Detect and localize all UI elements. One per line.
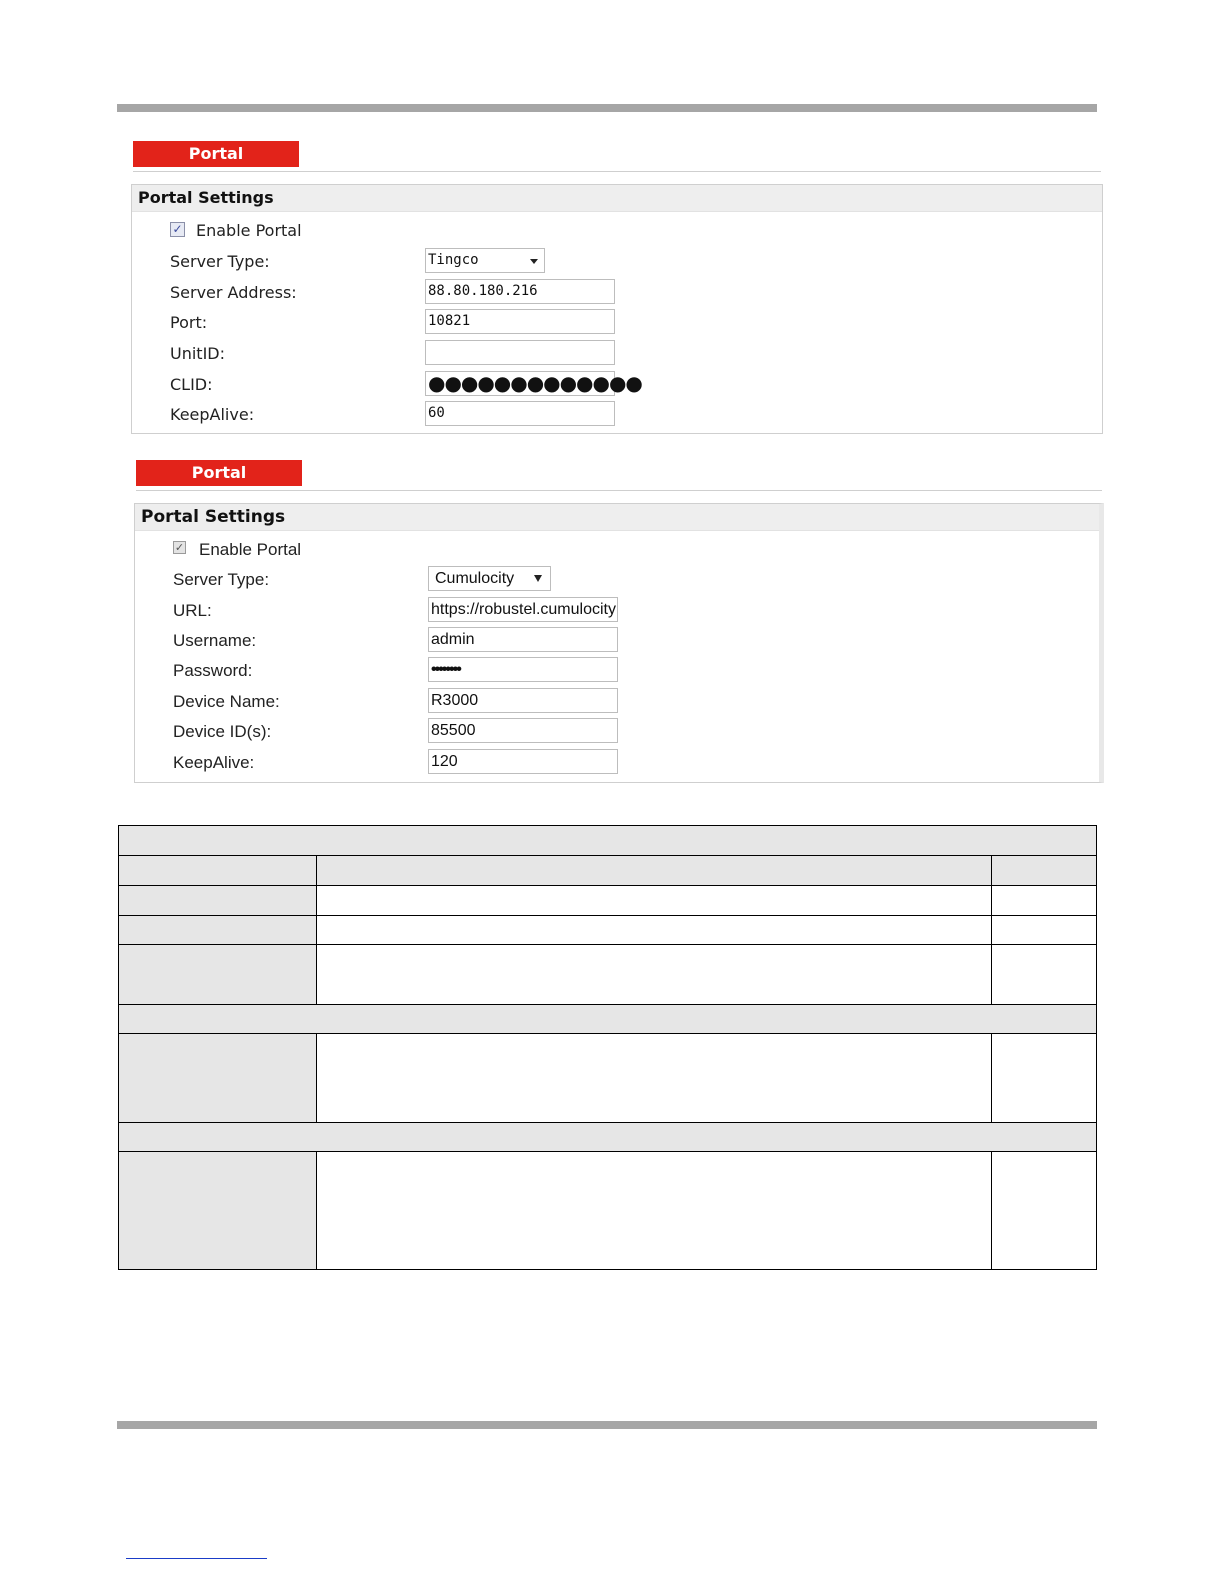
port-label: Port:	[170, 313, 208, 332]
footer-rule	[117, 1421, 1097, 1429]
panel-title: Portal Settings	[135, 504, 1099, 531]
server-type-select[interactable]: Cumulocity	[428, 566, 551, 591]
header-cell	[119, 856, 317, 886]
table-cell	[992, 886, 1097, 916]
device-ids-row	[135, 716, 1099, 747]
table-section-cell	[119, 1005, 1097, 1034]
clid-password-input[interactable]: ●●●●●●●●●●●●●	[425, 371, 615, 396]
server-type-label: Server Type:	[173, 570, 270, 589]
enable-portal-checkbox[interactable]: ✓	[170, 222, 185, 237]
table-title-cell	[119, 826, 1097, 856]
table-cell	[317, 916, 992, 945]
server-type-row	[132, 246, 1102, 277]
device-name-row	[135, 686, 1099, 717]
username-row	[135, 625, 1099, 656]
keepalive-row	[132, 399, 1102, 430]
table-cell	[119, 886, 317, 916]
server-address-input[interactable]: 88.80.180.216	[425, 279, 615, 304]
table-cell	[992, 916, 1097, 945]
keepalive-label: KeepAlive:	[170, 405, 255, 424]
server-type-select[interactable]: Tingco	[425, 248, 545, 273]
keepalive-input[interactable]: 60	[425, 401, 615, 426]
table-cell	[317, 886, 992, 916]
table-header-row	[119, 856, 1097, 886]
header-cell	[317, 856, 992, 886]
username-label: Username:	[173, 631, 257, 650]
table-title-row	[119, 826, 1097, 856]
table-row	[119, 945, 1097, 1005]
header-rule	[117, 104, 1097, 112]
table-row	[119, 916, 1097, 945]
table-cell	[119, 945, 317, 1005]
portal-screenshot-cumulocity	[136, 460, 1102, 786]
tab-bar	[133, 141, 1101, 172]
port-row	[132, 307, 1102, 338]
parameter-table	[118, 825, 1097, 1270]
device-ids-input[interactable]: 85500	[428, 718, 618, 743]
enable-portal-row	[132, 215, 1102, 246]
table-section-row	[119, 1123, 1097, 1152]
table-section-row	[119, 1005, 1097, 1034]
table-cell	[965, 1152, 992, 1270]
keepalive-label: KeepAlive:	[173, 753, 255, 772]
unit-id-row	[132, 338, 1102, 369]
table-cell	[119, 1152, 317, 1270]
device-name-input[interactable]: R3000	[428, 688, 618, 713]
table-cell	[992, 1152, 1097, 1270]
clid-row	[132, 369, 1102, 400]
portal-settings-panel	[131, 184, 1103, 434]
device-name-label: Device Name:	[173, 692, 280, 711]
unit-id-input[interactable]	[425, 340, 615, 365]
tab-portal[interactable]: Portal	[133, 141, 299, 167]
table-cell	[119, 916, 317, 945]
footer-link-underline	[126, 1558, 267, 1559]
url-row	[135, 595, 1099, 626]
enable-portal-label: Enable Portal	[196, 221, 302, 240]
username-input[interactable]: admin	[428, 627, 618, 652]
portal-screenshot-tingco	[133, 141, 1101, 435]
enable-portal-label: Enable Portal	[199, 540, 302, 559]
password-row	[135, 655, 1099, 686]
password-label: Password:	[173, 661, 253, 680]
url-input[interactable]: https://robustel.cumulocity	[428, 597, 618, 622]
enable-portal-row	[135, 534, 1099, 565]
clid-label: CLID:	[170, 375, 213, 394]
header-cell	[992, 856, 1097, 886]
unit-id-label: UnitID:	[170, 344, 225, 363]
server-address-label: Server Address:	[170, 283, 297, 302]
table-section-cell	[119, 1123, 1097, 1152]
server-type-row	[135, 564, 1099, 595]
server-type-label: Server Type:	[170, 252, 270, 271]
table-cell	[317, 945, 992, 1005]
device-ids-label: Device ID(s):	[173, 722, 272, 741]
port-input[interactable]: 10821	[425, 309, 615, 334]
keepalive-row	[135, 747, 1099, 778]
password-input[interactable]: ••••••••	[428, 657, 618, 682]
table-cell	[992, 945, 1097, 1005]
server-address-row	[132, 277, 1102, 308]
portal-settings-panel	[134, 503, 1104, 783]
table-cell	[992, 1034, 1097, 1123]
table-cell	[119, 1034, 317, 1123]
keepalive-input[interactable]: 120	[428, 749, 618, 774]
tab-bar	[136, 460, 1102, 491]
tab-portal[interactable]: Portal	[136, 460, 302, 486]
enable-portal-checkbox[interactable]: ✓	[174, 541, 185, 554]
table-row	[119, 1034, 1097, 1123]
table-cell	[317, 1034, 965, 1123]
table-cell	[965, 1034, 992, 1123]
table-row	[119, 886, 1097, 916]
table-cell	[317, 1152, 965, 1270]
panel-title: Portal Settings	[132, 185, 1102, 212]
url-label: URL:	[173, 601, 212, 620]
table-row	[119, 1152, 1097, 1270]
